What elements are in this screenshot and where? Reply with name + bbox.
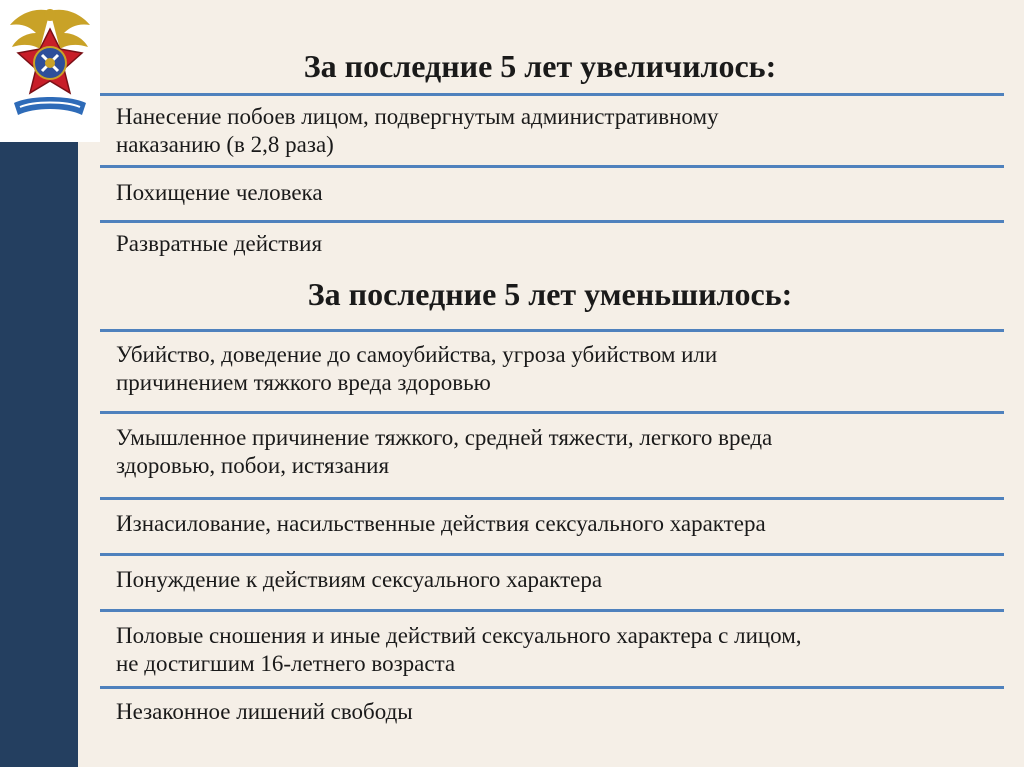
sidebar-bar — [0, 142, 78, 767]
heading-decreased: За последние 5 лет уменьшилось: — [307, 276, 793, 312]
divider — [100, 686, 1004, 689]
divider — [100, 553, 1004, 556]
divider — [100, 497, 1004, 500]
heading-increased: За последние 5 лет увеличилось: — [303, 48, 777, 84]
divider — [100, 93, 1004, 96]
divider — [100, 329, 1004, 332]
divider — [100, 609, 1004, 612]
divider — [100, 220, 1004, 223]
list-item: Изнасилование, насильственные действия сексуального характера — [116, 511, 766, 536]
list-item: Нанесение побоев лицом, подвергнутым административному наказанию (в 2,8 раза) — [116, 104, 719, 157]
list-item: Половые сношения и иные действий сексуального характера с лицом, не достигшим 16-летнего возраста — [116, 623, 802, 676]
list-item: Умышленное причинение тяжкого, средней тяжести, легкого вреда здоровью, побои, истязания — [116, 425, 773, 478]
list-item: Похищение человека — [116, 180, 323, 205]
list-item: Понуждение к действиям сексуального характера — [116, 567, 603, 592]
divider — [100, 411, 1004, 414]
list-item: Развратные действия — [116, 231, 323, 256]
list-item: Незаконное лишений свободы — [116, 699, 413, 724]
logo-panel — [0, 0, 100, 142]
divider — [100, 165, 1004, 168]
police-academy-emblem-icon — [6, 3, 94, 131]
list-item: Убийство, доведение до самоубийства, угроза убийством или причинением тяжкого вреда здоровью — [116, 342, 718, 395]
